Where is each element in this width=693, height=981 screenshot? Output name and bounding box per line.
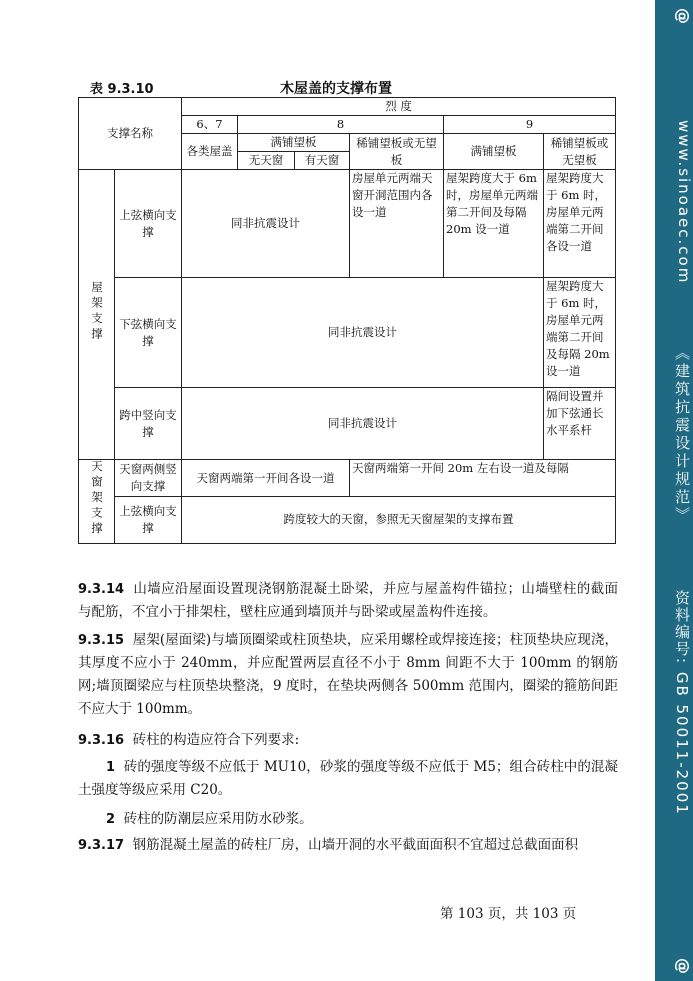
paragraph-9-3-15 bbox=[78, 629, 618, 721]
table-title: 木屋盖的支撑布置 bbox=[280, 81, 392, 97]
cell-lower-9-sparse: 屋架跨度大于 6m 时，房屋单元两端第二开间及每隔 20m 设一道 bbox=[544, 278, 616, 388]
cell-upper-same: 同非抗震设计 bbox=[182, 170, 350, 278]
item-number: 1 bbox=[106, 760, 116, 775]
clause-number: 9.3.14 bbox=[78, 582, 125, 597]
row-upper-chord-label: 上弦横向支撑 bbox=[115, 170, 182, 278]
row-skylight-side-label: 天窗两侧竖向支撑 bbox=[115, 460, 182, 497]
row-mid-vertical-label: 跨中竖向支撑 bbox=[115, 388, 182, 460]
sidebar-document-code: 资料编号: GB 50011-2001 bbox=[673, 590, 691, 816]
clause-number: 9.3.15 bbox=[78, 633, 125, 648]
clause-text: 砖柱的构造应符合下列要求: bbox=[132, 732, 300, 748]
item-text: 砖柱的防潮层应采用防水砂浆。 bbox=[123, 811, 313, 827]
cell-skylight-side-9: 天窗两端第一开间 20m 左右设一道及每隔 bbox=[350, 460, 616, 497]
sidebar-at-bottom: @ bbox=[674, 958, 693, 976]
group-roof-truss bbox=[79, 170, 115, 460]
sidebar-book-title: 《建筑抗震设计规范》 bbox=[673, 345, 691, 525]
page-footer: 第 103 页，共 103 页 bbox=[440, 906, 577, 922]
header-intensity-67: 6、7 bbox=[182, 116, 238, 134]
clause-text: 山墙应沿屋面设置现浇钢筋混凝土卧梁，并应与屋盖构件锚拉；山墙壁柱的截面与配筋，不宜小于排架柱，壁柱应通到墙顶并与卧梁或屋盖构件连接。 bbox=[78, 581, 618, 620]
header-intensity-8: 8 bbox=[238, 116, 444, 134]
paragraph-9-3-16-item-2 bbox=[78, 808, 618, 831]
clause-number: 9.3.17 bbox=[78, 838, 125, 853]
item-text: 砖的强度等级不应低于 MU10，砂浆的强度等级不应低于 M5；组合砖柱中的混凝土强度等级应采用 C20。 bbox=[78, 759, 618, 798]
cell-skylight-side-678: 天窗两端第一开间各设一道 bbox=[182, 460, 350, 497]
group-skylight-frame-label: 天窗架支撑 bbox=[90, 460, 104, 538]
header-all-types: 各类屋盖 bbox=[182, 134, 238, 170]
paragraph-9-3-16 bbox=[78, 729, 618, 752]
group-skylight-frame bbox=[79, 460, 115, 544]
header-intensity-9: 9 bbox=[444, 116, 616, 134]
header-support-name: 支撑名称 bbox=[79, 98, 182, 170]
clause-text: 钢筋混凝土屋盖的砖柱厂房，山墙开洞的水平截面面积不宜超过总截面面积 bbox=[132, 837, 579, 853]
table-caption bbox=[90, 78, 615, 98]
cell-upper-8-sparse: 屋架跨度大于 6m 时，房屋单元两端第二开间及每隔 20m 设一道 bbox=[444, 170, 544, 278]
support-layout-table bbox=[78, 97, 616, 544]
cell-mid-9-sparse: 隔间设置并加下弦通长水平系杆 bbox=[544, 388, 616, 460]
item-number: 2 bbox=[106, 812, 116, 827]
cell-lower-same: 同非抗震设计 bbox=[182, 278, 544, 388]
sidebar-url: www.sinoaec.com bbox=[675, 120, 693, 285]
header-full-sheathing-8: 满铺望板 bbox=[238, 134, 350, 152]
right-sidebar bbox=[655, 0, 693, 981]
group-roof-truss-label: 屋架支撑 bbox=[90, 281, 104, 343]
cell-upper-9-full: 屋架跨度大于 6m 时，房屋单元两端第二开间各设一道 bbox=[544, 170, 616, 278]
row-lower-chord-label: 下弦横向支撑 bbox=[115, 278, 182, 388]
header-sparse-sheathing-9: 稀铺望板或无望板 bbox=[544, 134, 616, 170]
paragraph-9-3-14 bbox=[78, 578, 618, 624]
cell-upper-8-with-skylight: 房屋单元两端天窗开洞范围内各设一道 bbox=[350, 170, 444, 278]
header-full-sheathing-9: 满铺望板 bbox=[444, 134, 544, 170]
clause-text: 屋架(屋面梁)与墙顶圈梁或柱顶垫块，应采用螺栓或焊接连接；柱顶垫块应现浇，其厚度不应小于 240mm，并应配置两层直径不小于 8mm 间距不大于 100mm 的钢筋网;墙顶圈梁应与柱顶垫块整浇，9 度时，在垫块两侧各 500mm 范围内，圈梁的箍筋间距不应大于 100mm。 bbox=[78, 632, 618, 717]
sidebar-at-top: @ bbox=[674, 8, 693, 26]
header-sparse-sheathing-8: 稀铺望板或无望板 bbox=[350, 134, 444, 170]
header-no-skylight: 无天窗 bbox=[238, 152, 295, 170]
paragraph-9-3-17 bbox=[78, 834, 618, 857]
header-with-skylight: 有天窗 bbox=[295, 152, 350, 170]
paragraph-9-3-16-item-1 bbox=[78, 756, 618, 802]
cell-mid-same: 同非抗震设计 bbox=[182, 388, 544, 460]
row-skylight-upper-label: 上弦横向支撑 bbox=[115, 497, 182, 543]
header-intensity: 烈 度 bbox=[182, 98, 616, 116]
table-number: 表 9.3.10 bbox=[90, 82, 154, 97]
clause-number: 9.3.16 bbox=[78, 733, 125, 748]
cell-skylight-upper-all: 跨度较大的天窗，参照无天窗屋架的支撑布置 bbox=[182, 497, 616, 543]
